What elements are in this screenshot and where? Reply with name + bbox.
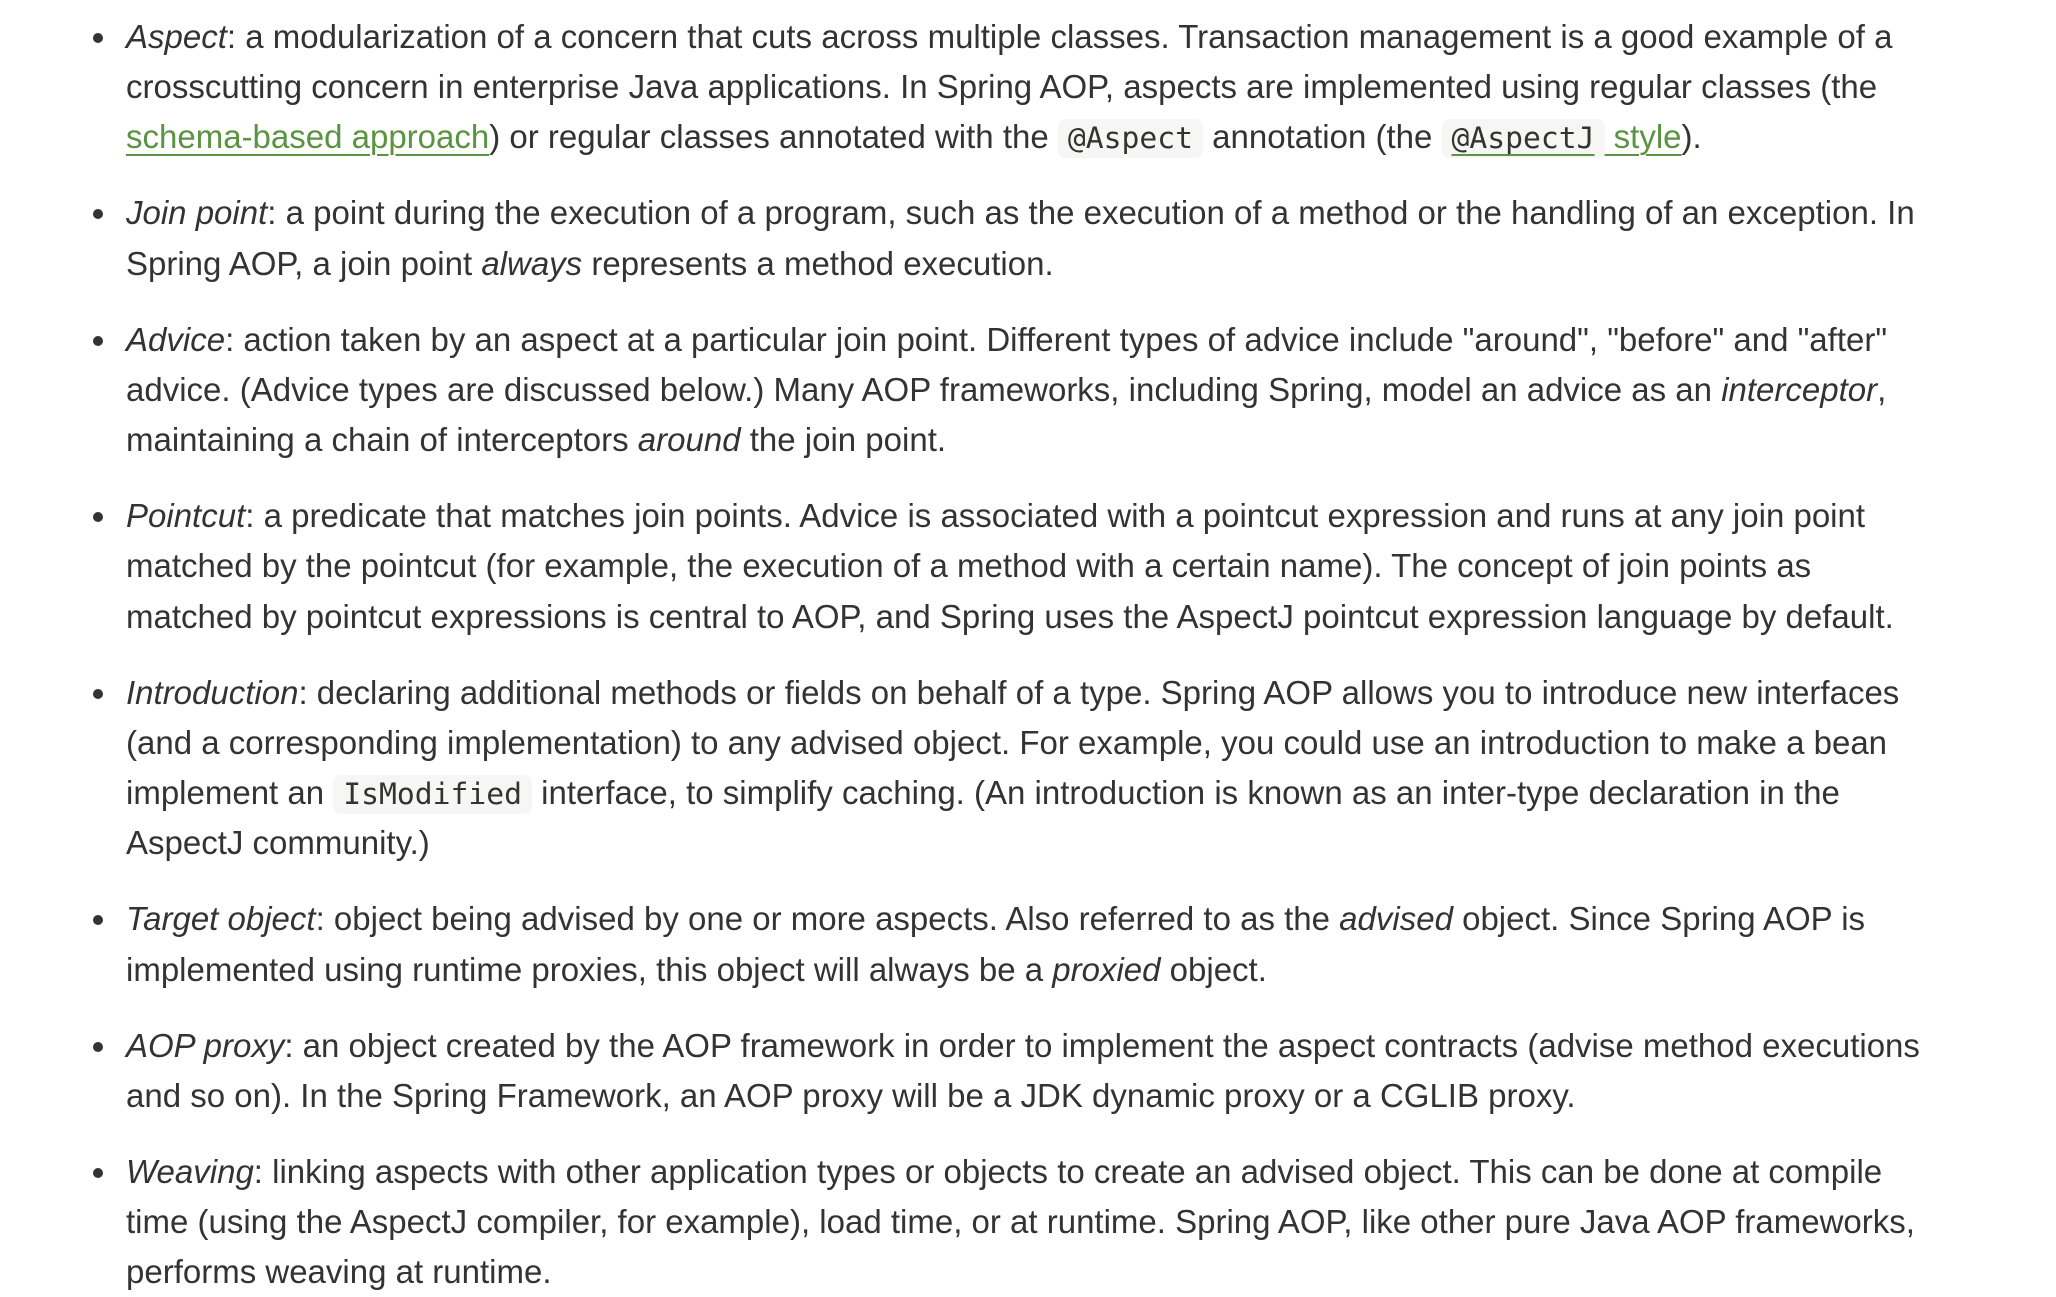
body-text: ) or regular classes annotated with the [489,118,1058,156]
body-text: : a modularization of a concern that cuts across multiple classes. Transaction management is a good example of a crosscutting concern in enterprise Java applications. In Spring AOP, aspects are implemented using regular classes (the [126,18,1893,106]
body-text: represents a method execution. [582,244,1054,282]
body-text: : declaring additional methods or fields on behalf of a type. Spring AOP allows you to introduce new interfaces (and a corresponding implementation) to any advised object. For example, you could use an introduction to make a bean implement an [126,673,1900,812]
inline-code: @AspectJ [1442,119,1605,158]
list-item-join-point [120,188,1940,288]
emphasized-text: always [481,244,583,282]
body-text: : a point during the execution of a program, such as the execution of a method or the handling of an exception. In Spring AOP, a join point [126,194,1915,282]
emphasized-text: around [637,421,741,459]
body-text: : a predicate that matches join points. Advice is associated with a pointcut expression and runs at any join point matched by the pointcut (for example, the execution of a method with a certain name). The concept of join points as matched by pointcut expressions is central to AOP, and Spring uses the AspectJ pointcut expression language by default. [126,497,1894,635]
body-text: ). [1681,118,1702,156]
emphasized-text: proxied [1052,950,1161,988]
emphasized-text: Introduction [126,673,299,711]
list-item-weaving [120,1147,1940,1297]
list-item-target-object [120,894,1940,994]
list-item-introduction [120,668,1940,869]
aspectj-style-link[interactable]: style [1604,118,1682,156]
schema-based-approach-link[interactable]: schema-based approach [126,118,490,156]
list-item-pointcut [120,491,1940,641]
emphasized-text: Pointcut [126,497,246,535]
list-item-aspect [120,12,1940,162]
body-text: , maintaining a chain of interceptors [126,370,1887,459]
aop-term-list [92,12,1940,1297]
list-item-advice [120,315,1940,465]
aspectj-code-link[interactable] [1442,118,1605,155]
body-text: object. [1160,950,1267,988]
emphasized-text: Aspect [126,18,227,55]
body-text: : object being advised by one or more aspects. Also referred to as the [315,900,1340,938]
inline-code: @Aspect [1058,119,1203,158]
body-text: annotation (the [1203,118,1442,156]
body-text: : linking aspects with other application types or objects to create an advised object. This can be done at compile time (using the AspectJ compiler, for example), load time, or at runtime. Spring AOP, like other pure Java AOP frameworks, performs weaving at runtime. [126,1152,1915,1291]
emphasized-text: Advice [126,320,226,358]
emphasized-text: advised [1339,900,1453,938]
body-text: the join point. [740,421,947,459]
inline-code: IsModified [333,775,532,814]
emphasized-text: AOP proxy [126,1026,285,1064]
body-text: object. Since Spring AOP is implemented using runtime proxies, this object will always be a [126,900,1866,988]
list-item-aop-proxy [120,1021,1940,1121]
body-text: : action taken by an aspect at a particular join point. Different types of advice include "around", "before" and "after" advice. (Advice types are discussed below.) Many AOP frameworks, including Spring, model an advice as an [126,320,1888,408]
emphasized-text: interceptor [1721,370,1878,408]
emphasized-text: Target object [126,900,316,938]
emphasized-text: Weaving [126,1152,254,1190]
body-text: : an object created by the AOP framework in order to implement the aspect contracts (advise method executions and so on). In the Spring Framework, an AOP proxy will be a JDK dynamic proxy or a CGLIB proxy. [126,1026,1920,1114]
emphasized-text: Join point [126,194,268,232]
body-text: interface, to simplify caching. (An introduction is known as an inter-type declaration in the AspectJ community.) [126,774,1840,862]
